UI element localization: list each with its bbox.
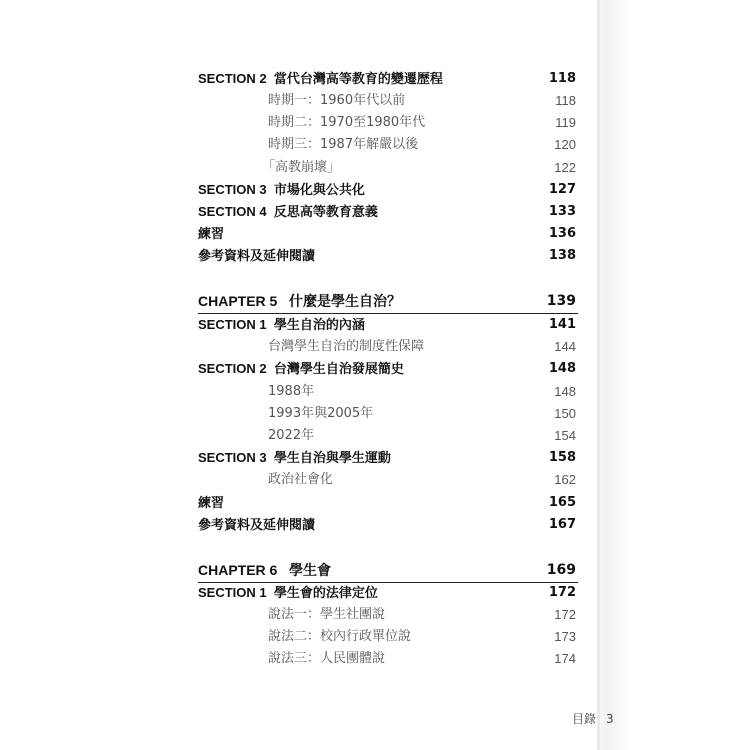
- subsection-title: 時期二：1970至1980年代: [268, 115, 426, 130]
- section-number: SECTION 4: [198, 204, 267, 219]
- toc-entry-chapter[interactable]: [198, 290, 578, 312]
- page-gutter: [600, 0, 750, 750]
- subsection-title: 政治社會化: [268, 472, 334, 487]
- page-number: 148: [548, 361, 576, 376]
- page-number: 158: [548, 450, 576, 465]
- page-number: 174: [554, 651, 576, 666]
- toc-entry-subsection[interactable]: [198, 626, 578, 648]
- page-number: 154: [554, 428, 576, 443]
- section-title: 台灣學生自治發展簡史: [273, 361, 404, 376]
- page-number: 141: [548, 317, 576, 332]
- page-number: 119: [555, 115, 576, 130]
- toc-entry-section[interactable]: [198, 68, 578, 90]
- page-number: 120: [554, 137, 576, 152]
- footer-title: 目錄: [572, 712, 597, 726]
- chapter-number: CHAPTER 6: [198, 562, 278, 578]
- toc-entry-section[interactable]: [198, 582, 578, 604]
- toc-entry-subsection[interactable]: [198, 336, 578, 358]
- page-number: 162: [554, 472, 576, 487]
- subsection-title: 說法三：人民團體說: [268, 651, 386, 666]
- section-number: SECTION 3: [198, 450, 267, 465]
- exercise-title: 練習: [198, 495, 225, 510]
- page-number: 167: [548, 517, 576, 532]
- section-number: SECTION 1: [198, 585, 267, 600]
- subsection-title: 台灣學生自治的制度性保障: [268, 339, 425, 354]
- subsection-title: 時期三：1987年解嚴以後: [268, 137, 419, 152]
- page-number: 138: [548, 248, 576, 263]
- section-number: SECTION 2: [198, 71, 267, 86]
- toc-entry-section[interactable]: [198, 358, 578, 380]
- references-title: 參考資料及延伸閱讀: [198, 517, 316, 532]
- page-number: 133: [548, 204, 576, 219]
- page-number: 118: [548, 71, 576, 86]
- page-number: 172: [548, 585, 576, 600]
- toc-entry-subsection[interactable]: [198, 90, 578, 112]
- toc-entry-section[interactable]: [198, 314, 578, 336]
- toc-entry-subsection[interactable]: [198, 425, 578, 447]
- toc-entry-subsection[interactable]: [198, 381, 578, 403]
- binding-edge: [597, 0, 600, 750]
- subsection-title: 2022年: [268, 428, 315, 443]
- toc-entry-exercise[interactable]: [198, 492, 578, 514]
- section-number: SECTION 1: [198, 317, 267, 332]
- subsection-title: 1993年與2005年: [268, 406, 374, 421]
- page-number: 139: [546, 293, 576, 309]
- chapter-title: 什麼是學生自治？: [289, 293, 402, 309]
- section-title: 學生自治的內涵: [273, 317, 365, 332]
- page-number: 165: [548, 495, 576, 510]
- toc-entry-subsection[interactable]: [198, 157, 578, 179]
- page-number: 148: [554, 384, 576, 399]
- section-title: 當代台灣高等教育的變遷歷程: [273, 71, 443, 86]
- table-of-contents: [198, 0, 578, 750]
- page-number: 172: [554, 607, 576, 622]
- toc-entry-references[interactable]: [198, 245, 578, 267]
- section-title: 反思高等教育意義: [273, 204, 378, 219]
- subsection-title: 說法二：校內行政單位說: [268, 629, 412, 644]
- toc-entry-subsection[interactable]: [198, 112, 578, 134]
- chapter-title: 學生會: [289, 562, 332, 578]
- section-number: SECTION 2: [198, 361, 267, 376]
- section-title: 學生自治與學生運動: [273, 450, 391, 465]
- page-number: 144: [554, 339, 576, 354]
- page-number: 169: [546, 562, 576, 578]
- exercise-title: 練習: [198, 226, 225, 241]
- page-footer: [572, 710, 614, 727]
- page-number: 150: [554, 406, 576, 421]
- toc-entry-section[interactable]: [198, 179, 578, 201]
- page-number: 127: [548, 182, 576, 197]
- section-title: 學生會的法律定位: [273, 585, 378, 600]
- toc-entry-subsection[interactable]: [198, 604, 578, 626]
- subsection-title: 說法一：學生社團說: [268, 607, 386, 622]
- footer-page-number: 3: [606, 712, 614, 726]
- toc-entry-section[interactable]: [198, 447, 578, 469]
- toc-entry-subsection[interactable]: [198, 134, 578, 156]
- section-title: 市場化與公共化: [273, 182, 365, 197]
- toc-entry-subsection[interactable]: [198, 469, 578, 491]
- toc-entry-section[interactable]: [198, 201, 578, 223]
- toc-entry-subsection[interactable]: [198, 648, 578, 670]
- section-number: SECTION 3: [198, 182, 267, 197]
- toc-entry-references[interactable]: [198, 514, 578, 536]
- subsection-title: 「高教崩壞」: [262, 160, 341, 175]
- toc-entry-subsection[interactable]: [198, 403, 578, 425]
- chapter-number: CHAPTER 5: [198, 293, 278, 309]
- page-number: 173: [554, 629, 576, 644]
- references-title: 參考資料及延伸閱讀: [198, 248, 316, 263]
- page-number: 136: [548, 226, 576, 241]
- page-number: 122: [554, 160, 576, 175]
- toc-entry-chapter[interactable]: [198, 559, 578, 581]
- page-number: 118: [555, 93, 576, 108]
- toc-entry-exercise[interactable]: [198, 223, 578, 245]
- subsection-title: 1988年: [268, 384, 315, 399]
- subsection-title: 時期一：1960年代以前: [268, 93, 406, 108]
